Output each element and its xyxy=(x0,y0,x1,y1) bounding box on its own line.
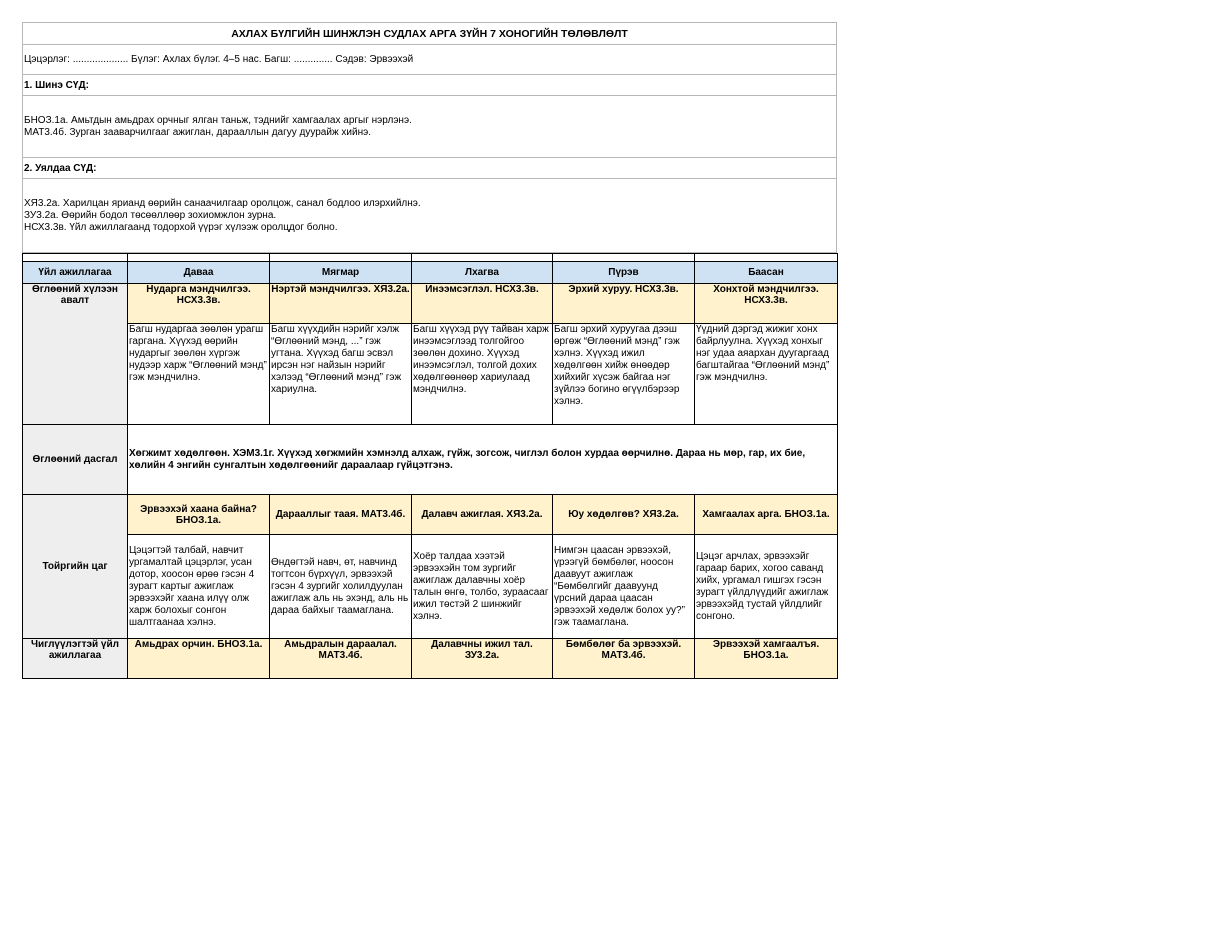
activity-description: Багш нударгаа зөөлөн урагш гаргана. Хүүхэд өөрийн нударгыг зөөлөн хүргэж нудээр харж “Өглөөний мэнд” гэж мэндчилнэ. xyxy=(128,324,270,425)
row-label-guided: Чиглүүлэгтэй үйл ажиллагаа xyxy=(23,639,128,679)
section2-line: ХЯ3.2а. Харилцан ярианд өөрийн санаачилгаар оролцож, санал бодлоо илэрхийлнэ. xyxy=(24,198,421,209)
activity-description: Цэцэгтэй талбай, навчит ургамалтай цэцэрлэг, усан дотор, хоосон өрөө гэсэн 4 зурагт картыг ажиглаж эрвээхэйг хаана илүү олж харж болохыг сонгон шалтгаанаа хэлнэ. xyxy=(128,535,270,639)
column-header-activity: Үйл ажиллагаа xyxy=(23,262,128,284)
row-label-exercise: Өглөөний дасгал xyxy=(23,425,128,495)
weekly-plan-table xyxy=(22,253,838,679)
activity-description: Багш хүүхдийн нэрийг хэлж “Өглөөний мэнд, ...” гэж угтана. Хүүхэд багш эсвэл ирсэн нэг найзын нэрийг хэлээд “Өглөөний мэнд” гэж хариулна. xyxy=(270,324,412,425)
activity-title: Амьдралын дараалал. МАТ3.4б. xyxy=(270,639,412,679)
activity-description: Цэцэг арчлах, эрвээхэйг гараар барих, хогоо саванд хийх, ургамал гишгэх гэсэн зурагт үйлдлүүдийг ажиглаж эрвээхэйд тустай үйлдлийг сонгоно. xyxy=(695,535,838,639)
activity-title: Эрхий хуруу. НСХ3.3в. xyxy=(553,284,695,324)
meta-line: Цэцэрлэг: .................... Бүлэг: Ахлах бүлэг. 4–5 нас. Багш: .............. Сэдэв: Эрвээхэй xyxy=(22,44,837,74)
activity-description: Багш эрхий хуруугаа дээш өргөж “Өглөөний мэнд” гэж хэлнэ. Хүүхэд ижил хөдөлгөөн хийж өнөөдөр хийхийг хүсэж байгаа нэг зүйлээ богино өгүүлбэрээр хэлнэ. xyxy=(553,324,695,425)
exercise-description: Хөгжимт хөдөлгөөн. ХЭМ3.1г. Хүүхэд хөгжмийн хэмнэлд алхаж, гүйж, зогсож, чиглэл болон хурдаа өөрчилнө. Дараа нь мөр, гар, их бие, хөлийн 4 энгийн сунгалтын хөдөлгөөнийг дараалаар гүйцэтгэнэ. xyxy=(128,425,838,495)
activity-title: Далавч ажиглая. ХЯ3.2а. xyxy=(412,495,553,535)
exercise-row xyxy=(23,425,838,495)
greeting-title-row xyxy=(23,284,838,324)
activity-title: Дарааллыг таая. МАТ3.4б. xyxy=(270,495,412,535)
page-title: АХЛАХ БҮЛГИЙН ШИНЖЛЭН СУДЛАХ АРГА ЗҮЙН 7 ХОНОГИЙН ТӨЛӨВЛӨЛТ xyxy=(22,22,837,44)
activity-description: Нимгэн цаасан эрвээхэй, үрээгүй бөмбөлөг, ноосон даавуут ажиглаж “Бөмбөлгийг даавуунд үрсний дараа цаасан эрвээхэй хөдөлж болох уу?” гэж таамаглана. xyxy=(553,535,695,639)
day-header: Лхагва xyxy=(412,262,553,284)
section2-heading: 2. Уялдаа СҮД: xyxy=(22,157,837,178)
section2-body xyxy=(22,178,837,253)
activity-description: Хоёр талдаа хээтэй эрвээхэйн том зургийг ажиглаж далавчны хоёр талын өнгө, толбо, зураасааг ижил төстэй 2 шинжийг хэлнэ. xyxy=(412,535,553,639)
day-header: Мягмар xyxy=(270,262,412,284)
row-label-circle: Тойргийн цаг xyxy=(23,495,128,639)
activity-title: Эрвээхэй хамгаалъя. БНОЗ.1а. xyxy=(695,639,838,679)
day-header: Даваа xyxy=(128,262,270,284)
section1-line: МАТ3.4б. Зурган зааварчилгааг ажиглан, дарааллын дагуу дуурайж хийнэ. xyxy=(24,127,371,138)
section2-line: ЗУ3.2а. Өөрийн бодол төсөөллөөр зохиомжлон зурна. xyxy=(24,210,277,221)
activity-title: Нэртэй мэндчилгээ. ХЯ3.2а. xyxy=(270,284,412,324)
activity-title: Инээмсэглэл. НСХ3.3в. xyxy=(412,284,553,324)
activity-description: Үүдний дэргэд жижиг хонх байрлуулна. Хүүхэд хонхыг нэг удаа аяархан дуугаргаад багштайгаа “Өглөөний мэнд” гэж мэндчилнэ. xyxy=(695,324,838,425)
activity-title: Юу хөдөлгөв? ХЯ3.2а. xyxy=(553,495,695,535)
section1-body xyxy=(22,95,837,157)
spacer-row xyxy=(23,254,838,262)
activity-title: Хамгаалах арга. БНОЗ.1а. xyxy=(695,495,838,535)
day-header: Пүрэв xyxy=(553,262,695,284)
activity-title: Далавчны ижил тал. ЗУ3.2а. xyxy=(412,639,553,679)
section1-heading: 1. Шинэ СҮД: xyxy=(22,74,837,95)
circle-title-row xyxy=(23,495,838,535)
activity-title: Хонхтой мэндчилгээ. НСХ3.3в. xyxy=(695,284,838,324)
day-header-row xyxy=(23,262,838,284)
activity-title: Бөмбөлөг ба эрвээхэй. МАТ3.4б. xyxy=(553,639,695,679)
day-header: Баасан xyxy=(695,262,838,284)
circle-text-row xyxy=(23,535,838,639)
activity-description: Өндөгтэй навч, өт, навчинд тогтсон бүрхүүл, эрвээхэй гэсэн 4 зургийг холилдуулан ажиглаж аль нь эхэнд, аль нь дараа байхыг таамаглана. xyxy=(270,535,412,639)
section2-line: НСХ3.3в. Үйл ажиллагаанд тодорхой үүрэг хүлээж оролцдог болно. xyxy=(24,222,338,233)
activity-description: Багш хүүхэд рүү тайван харж инээмсэглээд толгойгоо зөөлөн дохино. Хүүхэд инээмсэглэл, толгой дохих хөдөлгөөнөөр хариулаад мэндчилнэ. xyxy=(412,324,553,425)
guided-row xyxy=(23,639,838,679)
activity-title: Амьдрах орчин. БНОЗ.1а. xyxy=(128,639,270,679)
activity-title: Нударга мэндчилгээ. НСХ3.3в. xyxy=(128,284,270,324)
activity-title: Эрвээхэй хаана байна? БНОЗ.1а. xyxy=(128,495,270,535)
section1-line: БНОЗ.1а. Амьтдын амьдрах орчныг ялган таньж, тэднийг хамгаалах аргыг нэрлэнэ. xyxy=(24,115,412,126)
header-block xyxy=(22,22,837,253)
greeting-text-row xyxy=(23,324,838,425)
row-label-greeting: Өглөөний хүлээн авалт xyxy=(23,284,128,425)
